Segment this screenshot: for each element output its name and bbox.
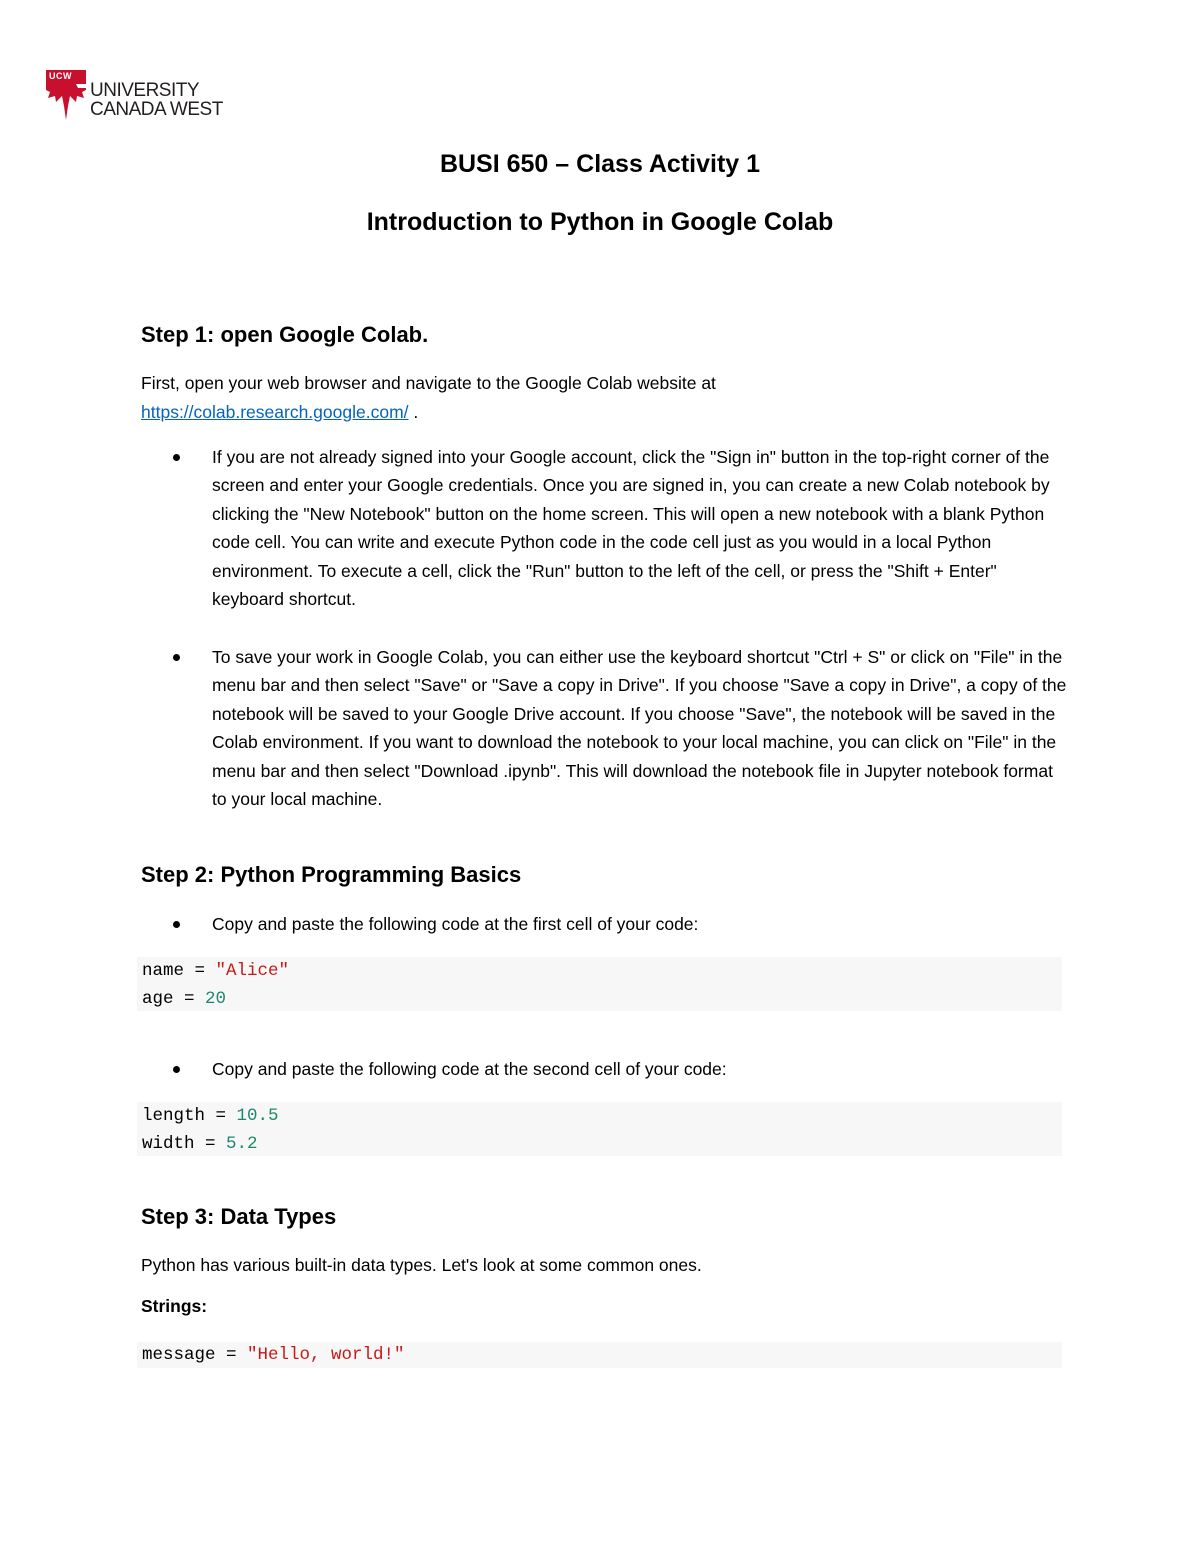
bullet-text: Copy and paste the following code at the first cell of your code: [212,914,699,934]
university-logo [46,70,256,122]
bullet-text: Copy and paste the following code at the second cell of your code: [212,1059,727,1079]
logo-line-canada-west: CANADA WEST [90,99,223,120]
code-line: name = "Alice" [142,961,290,981]
logo-line-university: UNIVERSITY [90,80,200,101]
code-block-1[interactable] [137,957,1062,1011]
code-line: age = 20 [142,989,227,1009]
step2-heading: Step 2: Python Programming Basics [141,862,522,887]
document-title: BUSI 650 – Class Activity 1 [439,150,761,178]
step1-intro [141,369,1061,426]
bullet-dot-icon [173,921,180,928]
strings-label: Strings: [141,1296,208,1316]
code-line: length = 10.5 [142,1106,279,1126]
bullet-text: To save your work in Google Colab, you can either use the keyboard shortcut "Ctrl + S" or click on "File" in the menu bar and then select "Save" or "Save a copy in Drive". If you choose "Save a copy in Drive", a copy of the notebook will be saved to your Google Drive account. If you choose "Save", the notebook will be saved in the Colab environment. If you want to download the notebook to your local machine, you can click on "File" in the menu bar and then select "Download .ipynb". This will download the notebook file in Jupyter notebook format to your local machine. [212,647,1067,810]
code-block-2[interactable] [137,1102,1062,1156]
document-subtitle: Introduction to Python in Google Colab [366,208,834,236]
bullet-dot-icon [173,1066,180,1073]
step3-intro: Python has various built-in data types. Let's look at some common ones. [141,1255,702,1275]
logo-badge: UCW [49,71,72,81]
code-line: message = "Hello, world!" [142,1345,405,1365]
step1-intro-text: First, open your web browser and navigate to the Google Colab website at [141,373,716,393]
bullet-text: If you are not already signed into your Google account, click the "Sign in" button in the top-right corner of the screen and enter your Google credentials. Once you are signed in, you can create a new Colab notebook by clicking the "New Notebook" button on the home screen. This will open a new notebook with a blank Python code cell. You can write and execute Python code in the code cell just as you would in a local Python environment. To execute a cell, click the "Run" button to the left of the cell, or press the "Shift + Enter" keyboard shortcut. [212,447,1050,610]
maple-leaf-icon [46,70,86,120]
colab-link[interactable]: https://colab.research.google.com/ [141,401,409,422]
bullet-dot-icon [173,654,180,661]
step1-heading: Step 1: open Google Colab. [141,322,429,347]
bullet-dot-icon [173,454,180,461]
code-line: width = 5.2 [142,1134,258,1154]
step3-heading: Step 3: Data Types [141,1204,337,1229]
code-block-3[interactable] [137,1342,1062,1368]
link-suffix: . [408,401,419,422]
